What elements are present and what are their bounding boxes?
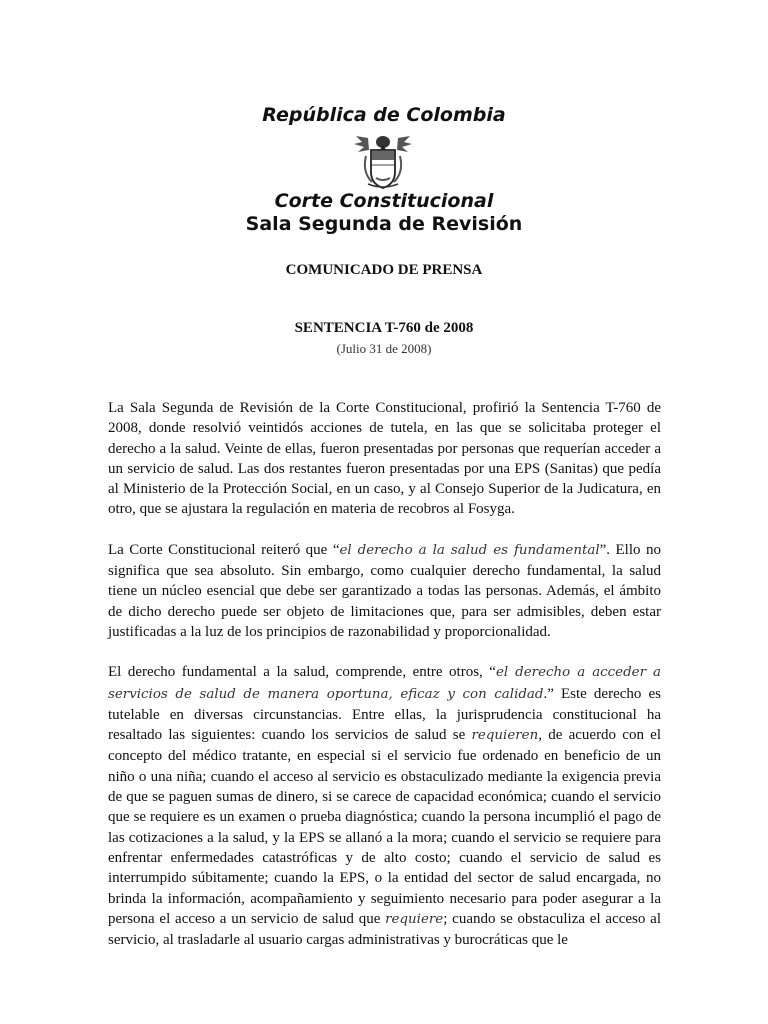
text-span: , de acuerdo con el concepto del médico tratante, en especial si el servicio fue ordenado en beneficio de un niño o una niña; cuando el acceso al servicio es obstaculizado mediante la exigencia previa de que se paguen sumas de dinero, si se carece de capacidad económica; cuando el servicio que se requiere es un examen o prueba diagnóstica; cuando la persona incumplió el pago de las cotizaciones a la salud, y la EPS se allanó a la mora; cuando el servicio se requiere para enfrentar enfermedades catastróficas y de alto costo; cuando el servicio de salud es interrumpido súbitamente; cuando la EPS, o la entidad del sector de salud encargada, no brinda la información, acompañamiento y seguimiento necesario para poder asegurar a la persona el acceso a un servicio de salud que [108, 727, 662, 927]
paragraph-2 [108, 540, 661, 642]
italic-quote: el derecho a acceder a servicios de salud de manera oportuna, eficaz y con calidad [108, 665, 661, 702]
paragraph-3 [108, 662, 661, 950]
ruling-title: SENTENCIA T-760 de 2008 [294, 320, 474, 336]
italic-word: requieren [471, 728, 539, 744]
italic-word: requiere [385, 911, 444, 927]
text-span: El derecho fundamental a la salud, comprende, entre otros, “ [108, 664, 496, 681]
text-span: ”. Ello no significa que sea absoluto. Sin embargo, como cualquier derecho fundamental, la salud tiene un núcleo esencial que debe ser garantizado a todas las personas. Además, el ámbito de dicho derecho puede ser objeto de limitaciones que, para ser admisibles, deben estar justificadas a la luz de los principios de razonabilidad y proporcionalidad. [108, 541, 661, 640]
ruling-date: (Julio 31 de 2008) [336, 341, 432, 356]
republic-heading: República de Colombia [262, 104, 506, 126]
text-span: ; cuando se obstaculiza el acceso al servicio, al trasladarle al usuario cargas administrativas y burocráticas que le [108, 910, 661, 949]
coat-of-arms-icon [350, 132, 416, 190]
chamber-heading: Sala Segunda de Revisión [245, 213, 523, 235]
press-release-title: COMUNICADO DE PRENSA [285, 262, 483, 278]
paragraph-1: La Sala Segunda de Revisión de la Corte Constitucional, profirió la Sentencia T-760 de 2008, donde resolvió veintidós acciones de tutela, en las que se solicitaba proteger el derecho a la salud. Veinte de ellas, fueron presentadas por personas que requerían acceder a un servicio de salud. Las dos restantes fueron presentadas por una EPS (Sanitas) que pedía al Ministerio de la Protección Social, en un caso, y al Consejo Superior de la Judicatura, en otro, que se ajustara la regulación en materia de recobros al Fosyga. [108, 400, 661, 518]
text-span: .” Este derecho es tutelable en diversas circunstancias. Entre ellas, la jurisprudencia constitucional ha resaltado las siguientes: cuando los servicios de salud se [108, 685, 661, 744]
text-span: La Corte Constitucional reiteró que “ [108, 541, 340, 558]
court-heading: Corte Constitucional [274, 190, 494, 212]
document-body [108, 398, 661, 970]
italic-quote: el derecho a la salud es fundamental [339, 542, 600, 558]
